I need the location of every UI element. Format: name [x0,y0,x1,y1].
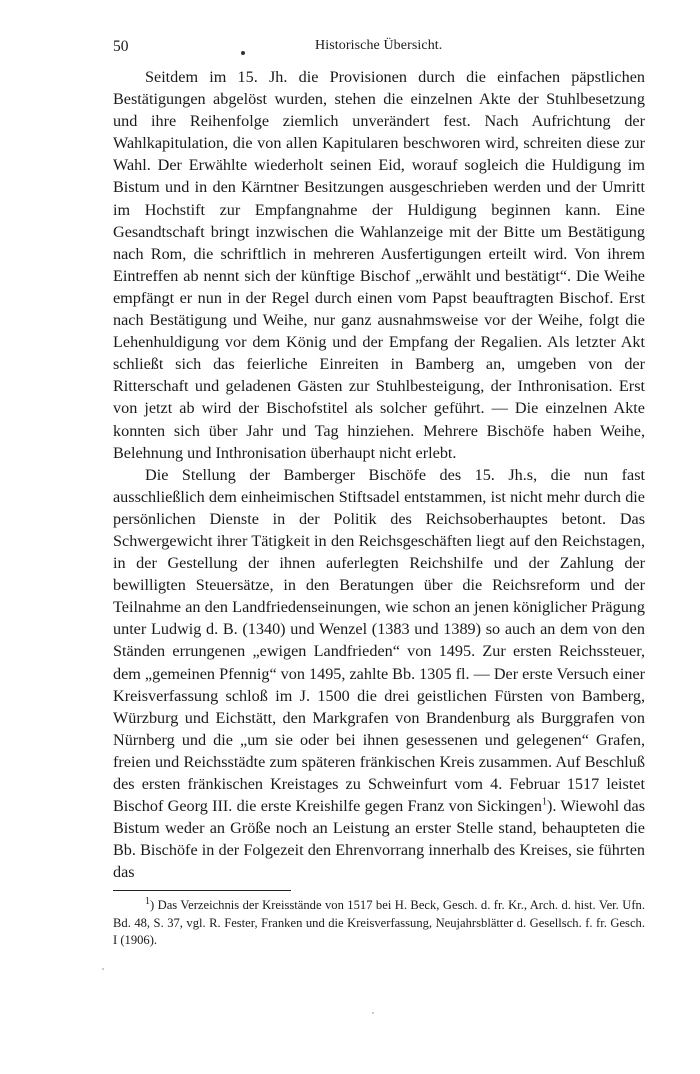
paragraph-2-text-end: ). Wiewohl das Bistum weder an Größe noch an Leistung an erster Stelle stand, behaupteten die Bb. Bischöfe in der Folgezeit den Ehrenvorrang innerhalb des Kreises, sie führten das [113,797,646,882]
running-head [113,38,645,66]
page [113,38,645,950]
page-number: 50 [113,38,129,55]
footnote-rule [113,890,291,891]
paragraph-2 [113,464,645,884]
scan-speck [102,968,104,970]
footnote-marker: 1 [145,896,150,908]
running-title: Historische Übersicht. [315,38,443,53]
footnote-reference: 1 [542,796,547,808]
footnote [113,897,645,950]
paragraph-1: Seitdem im 15. Jh. die Provisionen durch die einfachen päpstlichen Bestätigungen abgelöst wurden, stehen die einzelnen Akte der Stuhlbesetzung und ihre Reihenfolge ziemlich unverändert fest. Nach Aufrichtung der Wahlkapitulation, die von allen Kapitularen beschworen wird, schreiten diese zur Wahl. Der Erwählte wiederholt seinen Eid, worauf sogleich die Huldigung im Bistum und in den Kärntner Besitzungen ausgeschrieben werden und der Umritt im Hochstift zur Empfangnahme der Huldigung beginnen kann. Eine Gesandtschaft bringt inzwischen die Wahlanzeige mit der Bitte um Bestätigung nach Rom, die schriftlich in mehreren Ausfertigungen erteilt wird. Von ihrem Eintreffen ab nennt sich der künftige Bischof „erwählt und bestätigt“. Die Weihe empfängt er nun in der Regel durch einen vom Papst beauftragten Bischof. Erst nach Bestätigung und Weihe, nur ganz ausnahmsweise vor der Weihe, folgt die Lehenhuldigung vor dem König und der Empfang der Regalien. Als letzter Akt schließt sich das feierliche Einreiten in Bamberg an, umgeben von der Ritterschaft und geladenen Gästen zur Stuhlbesteigung, der Inthronisation. Erst von jetzt ab wird der Bischofstitel als solcher geführt. — Die einzelnen Akte konnten sich über Jahr und Tag hinziehen. Mehrere Bischöfe haben Weihe, Belehnung und Inthronisation überhaupt nicht erlebt. [113,68,645,462]
ink-mark [241,51,245,55]
footnote-text: ) Das Verzeichnis der Kreisstände von 1517 bei H. Beck, Gesch. d. fr. Kr., Arch. d. hist. Ver. Ufn. Bd. 48, S. 37, vgl. R. Fester, Franken und die Kreisverfassung, Neujahrsblätter d. Gesellsch. f. fr. Gesch. I (1906). [113,898,645,948]
scan-speck [372,1012,374,1014]
paragraph-2-text: Die Stellung der Bamberger Bischöfe des 15. Jh.s, die nun fast ausschließlich dem einheimischen Stiftsadel entstammen, ist nicht mehr durch die persönlichen Dienste in der Politik des Reichsoberhauptes betont. Das Schwergewicht ihrer Tätigkeit in den Reichsgeschäften liegt auf den Reichstagen, in der Gestellung der ihnen auferlegten Reichshilfe und der Zahlung der bewilligten Steuersätze, in den Beratungen über die Reichsreform und der Teilnahme an den Landfriedenseinungen, wie schon an jenen königlicher Prägung unter Ludwig d. B. (1340) und Wenzel (1383 und 1389) so auch an dem von den Ständen errungenen „ewigen Landfrieden“ von 1495. Zur ersten Reichssteuer, dem „gemeinen Pfennig“ von 1495, zahlte Bb. 1305 fl. — Der erste Versuch einer Kreisverfassung schloß im J. 1500 die drei geistlichen Fürsten von Bamberg, Würzburg und Eichstätt, den Markgrafen von Brandenburg als Burggrafen von Nürnberg und die „um sie oder bei ihnen gesessenen und gelegenen“ Grafen, freien und Reichsstädte zum späteren fränkischen Kreis zusammen. Auf Beschluß des ersten fränkischen Kreistages zu Schweinfurt vom 4. Februar 1517 leistet Bischof Georg III. die erste Kreishilfe gegen Franz von Sickingen [113,465,645,816]
